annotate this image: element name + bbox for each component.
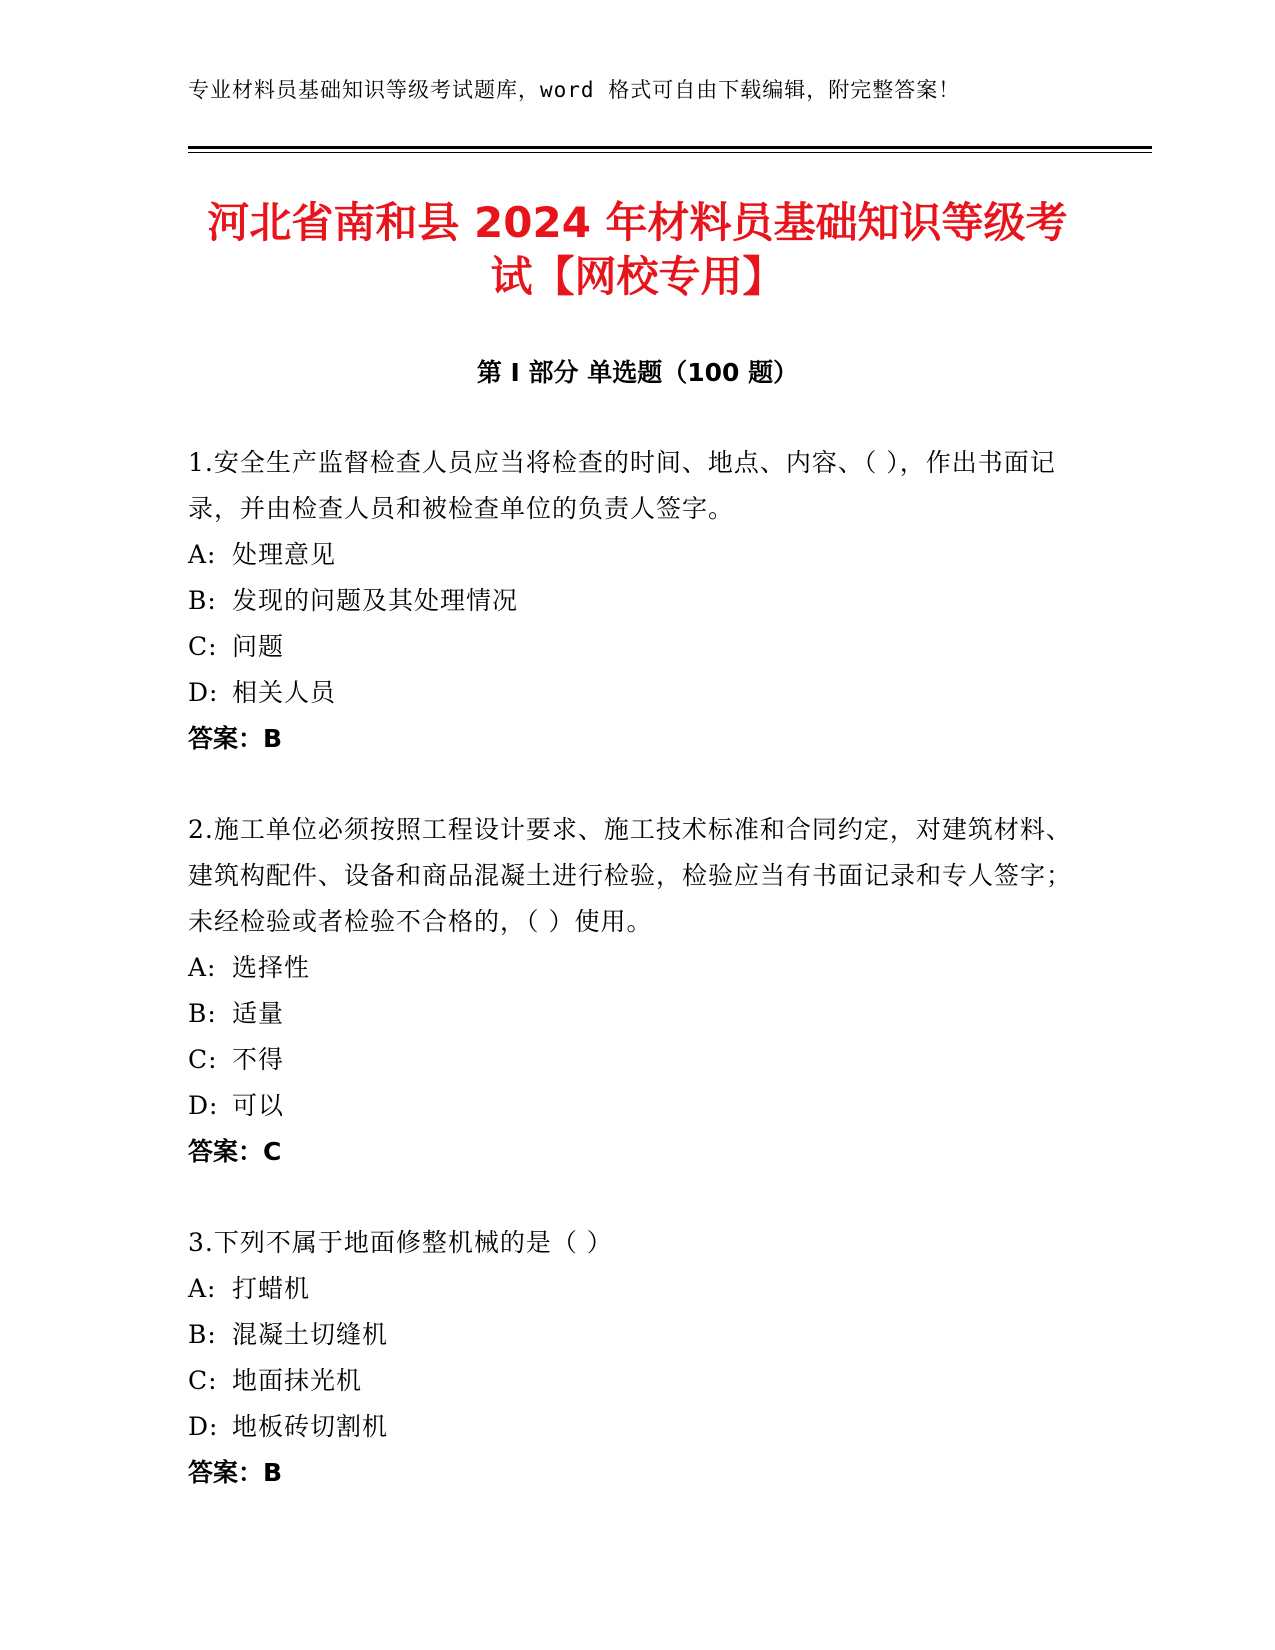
header-rule-thick: [188, 146, 1152, 149]
option-text: 混凝土切缝机: [232, 1320, 389, 1349]
question-stem: 2.施工单位必须按照工程设计要求、施工技术标准和合同约定，对建筑材料、建筑构配件、设备和商品混凝土进行检验，检验应当有书面记录和专人签字；未经检验或者检验不合格的，（ ）使用。: [188, 815, 1073, 936]
option-d: [188, 1083, 1088, 1129]
question-3: [188, 1220, 1088, 1496]
option-text: 地面抹光机: [232, 1366, 363, 1395]
answer: 答案：B: [188, 724, 283, 753]
option-text: 打蜡机: [232, 1274, 311, 1303]
option-letter: D:: [188, 678, 219, 707]
option-b: [188, 991, 1088, 1037]
option-text: 相关人员: [232, 678, 337, 707]
question-list: [188, 440, 1088, 1541]
option-b: [188, 578, 1088, 624]
option-letter: C:: [188, 632, 218, 661]
option-letter: A:: [188, 540, 217, 569]
option-c: [188, 1358, 1088, 1404]
option-text: 不得: [232, 1045, 285, 1074]
question-stem: 3.下列不属于地面修整机械的是（ ）: [188, 1228, 613, 1257]
title-line-2: 试【网校专用】: [490, 252, 785, 301]
option-letter: D:: [188, 1091, 219, 1120]
title-line-1: 河北省南和县 2024 年材料员基础知识等级考: [207, 198, 1068, 247]
option-letter: C:: [188, 1366, 218, 1395]
option-d: [188, 1404, 1088, 1450]
option-b: [188, 1312, 1088, 1358]
option-letter: A:: [188, 1274, 217, 1303]
header-rule-thin: [188, 152, 1152, 153]
option-text: 问题: [232, 632, 285, 661]
question-stem: 1.安全生产监督检查人员应当将检查的时间、地点、内容、（ ），作出书面记录，并由检查人员和被检查单位的负责人签字。: [188, 448, 1056, 523]
option-letter: B:: [188, 999, 217, 1028]
option-letter: B:: [188, 586, 217, 615]
option-c: [188, 1037, 1088, 1083]
option-d: [188, 670, 1088, 716]
option-letter: D:: [188, 1412, 219, 1441]
answer: 答案：C: [188, 1137, 282, 1166]
option-text: 发现的问题及其处理情况: [232, 586, 519, 615]
option-letter: B:: [188, 1320, 217, 1349]
option-text: 适量: [232, 999, 285, 1028]
answer: 答案：B: [188, 1458, 283, 1487]
question-2: [188, 807, 1088, 1175]
option-text: 处理意见: [232, 540, 337, 569]
option-a: [188, 532, 1088, 578]
option-text: 选择性: [232, 953, 311, 982]
option-a: [188, 945, 1088, 991]
option-a: [188, 1266, 1088, 1312]
document-title: [150, 196, 1125, 304]
option-text: 可以: [232, 1091, 285, 1120]
section-heading: 第 I 部分 单选题（100 题）: [476, 358, 799, 387]
option-text: 地板砖切割机: [232, 1412, 389, 1441]
option-c: [188, 624, 1088, 670]
question-1: [188, 440, 1088, 762]
option-letter: C:: [188, 1045, 218, 1074]
option-letter: A:: [188, 953, 217, 982]
header-note: 专业材料员基础知识等级考试题库，word 格式可自由下载编辑，附完整答案！: [188, 78, 961, 102]
